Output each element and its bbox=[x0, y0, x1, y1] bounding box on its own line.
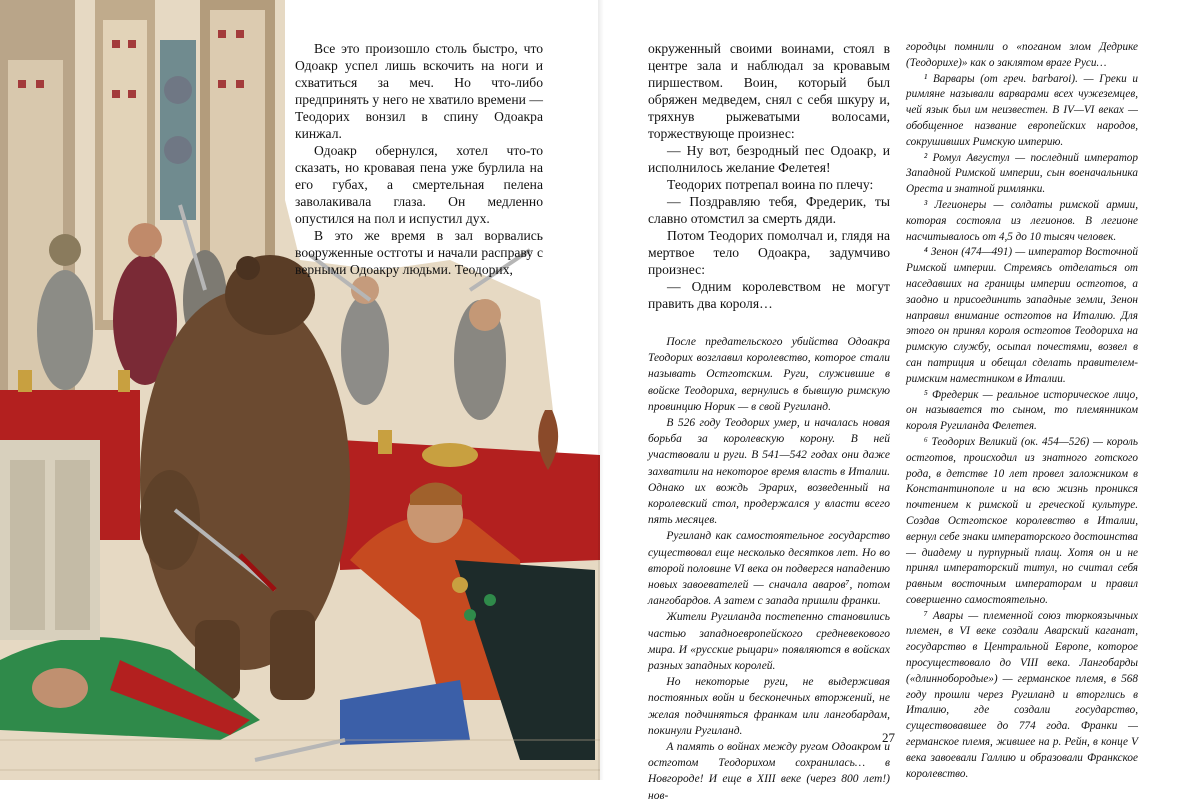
middle-paragraph: Теодорих потрепал воина по плечу: bbox=[667, 177, 874, 192]
note-paragraph: Жители Ругиланда постепенно становились частью западноевропейского средневекового мира. И «русские рыцари» появляются в войсках разных западных королей. bbox=[648, 611, 890, 673]
middle-paragraph: окруженный своими воинами, стоял в центре зала и наблюдал за кровавым пиршеством. Воин, который был обряжен медведем, снял с себя шкуру и, тряхнув рыжеватыми волосами, торжествующе произнес: bbox=[648, 41, 890, 141]
left-page-text bbox=[295, 40, 543, 278]
footnote: ⁷ Авары — племенной союз тюркоязычных племен, в VI веке создали Аварский каганат, государство в Центральной Европе, которое просуществовало до VIII века. Лангобарды («длиннобородые») — германское племя, в 568 году прошли через Ругиланд и вторглись в Италию, где создали государство, существовавшее до 774 года. Франки — германское племя, жившее на р. Рейн, в конце V века завоевали Галлию и образовали Франкское королевство. bbox=[906, 609, 1138, 780]
note-paragraph: Но некоторые руги, не выдерживая постоянных войн и бесконечных вторжений, не желая подчиняться франкам или лангобардам, покинули Ругиланд. bbox=[648, 676, 890, 737]
gutter bbox=[598, 0, 604, 780]
left-paragraph: В это же время в зал ворвались вооруженные остготы и начали расправу с верными Одоакру людьми. Теодорих, bbox=[295, 228, 543, 277]
middle-paragraph: Потом Теодорих помолчал и, глядя на мертвое тело Одоакра, задумчиво произнес: bbox=[648, 228, 890, 277]
historical-note bbox=[648, 334, 890, 804]
footnote: ⁵ Фредерик — реальное историческое лицо, он называется то сыном, то племянником короля Ругиланда Фелетея. bbox=[906, 388, 1138, 433]
note-paragraph: После предательского убийства Одоакра Теодорих возглавил королевство, которое стали называть Остготским. Руги, служившие в войске Теодориха, вернулись в бывшую римскую провинцию Норик — в свой Ругиланд. bbox=[648, 336, 890, 413]
note-paragraph: А память о войнах между ругом Одоакром и остготом Теодорихом сохранилась… в Новгороде! И еще в XIII веке (через 800 лет!) нов- bbox=[648, 741, 890, 802]
left-paragraph: Все это произошло столь быстро, что Одоакр успел лишь вскочить на ноги и схватиться за меч. Но что-либо предпринять у него не хватило времени — Теодорих вонзил в спину Одоакра кинжал. bbox=[295, 41, 543, 141]
note-paragraph: Ругиланд как самостоятельное государство существовал еще несколько десятков лет. Но во второй половине VI века он подвергся нападению новых завоевателей — сначала аваров⁷, потом лангобардов. А затем с запада пришли франки. bbox=[648, 530, 890, 608]
middle-paragraph: — Ну вот, безродный пес Одоакр, и исполнилось желание Фелетея! bbox=[648, 143, 890, 175]
note-paragraph: В 526 году Теодорих умер, и началась новая борьба за королевскую корону. В ней участвовали и руги. В 541—542 годах они даже захватили на некоторое время власть в Италии. Однако их вождь Эрарих, возведенный на королевский стол, продержался у власти всего пять месяцев. bbox=[648, 417, 890, 527]
footnote: ⁴ Зенон (474—491) — император Восточной Римской империи. Стремясь отделаться от наседавших на границы империи остготов, а заодно и присоединить западные земли, Зенон направил внимание остготов на Италию. Для этого он принял короля остготов Теодориха на римскую службу, осыпал почестями, возвел в сан патриция и обещал сделать правителем-римским наместником в Италии. bbox=[906, 246, 1138, 385]
footnote: ³ Легионеры — солдаты римской армии, которая состояла из легионов. В легионе насчитывалось от 4,5 до 10 тысяч человек. bbox=[906, 198, 1138, 243]
middle-paragraph: — Поздравляю тебя, Фредерик, ты славно отомстил за смерть дяди. bbox=[648, 194, 890, 226]
footnote: ² Ромул Августул — последний император Западной Римской империи, сын военачальника Ореста и знатной римлянки. bbox=[906, 151, 1138, 196]
middle-paragraph: — Одним королевством не могут править два короля… bbox=[648, 279, 890, 311]
footnote: ⁶ Теодорих Великий (ок. 454—526) — король остготов, происходил из знатного готского рода, в детстве 10 лет провел заложником в Константинополе и на всю жизнь проникся почтением к римской и греческой культуре. Создав Остготское королевство в Италии, вернул себе знаки императорского достоинства — диадему и пурпурный плащ. Хотя он и не принял императорский титул, но считал себя равным восточным императорам и правил совершенно самостоятельно. bbox=[906, 435, 1138, 606]
right-paragraph: городцы помнили о «поганом злом Дедрике (Теодорихе)» как о заклятом враге Руси… bbox=[906, 41, 1138, 69]
page-number: 27 bbox=[882, 730, 895, 745]
left-paragraph: Одоакр обернулся, хотел что-то сказать, но кровавая пена уже бурлила на его губах, а смертельная пелена заволакивала глаза. Он медленно опустился на пол и испустил дух. bbox=[295, 143, 543, 226]
middle-column bbox=[648, 40, 890, 804]
footnote: ¹ Варвары (от греч. barbaroi). — Греки и римляне называли варварами всех чужеземцев, чей язык был им неизвестен. В IV—VI веках — обобщенное название европейских народов, сокрушивших Римскую империю. bbox=[906, 72, 1138, 148]
balustrade bbox=[0, 440, 100, 640]
right-column bbox=[906, 40, 1138, 782]
